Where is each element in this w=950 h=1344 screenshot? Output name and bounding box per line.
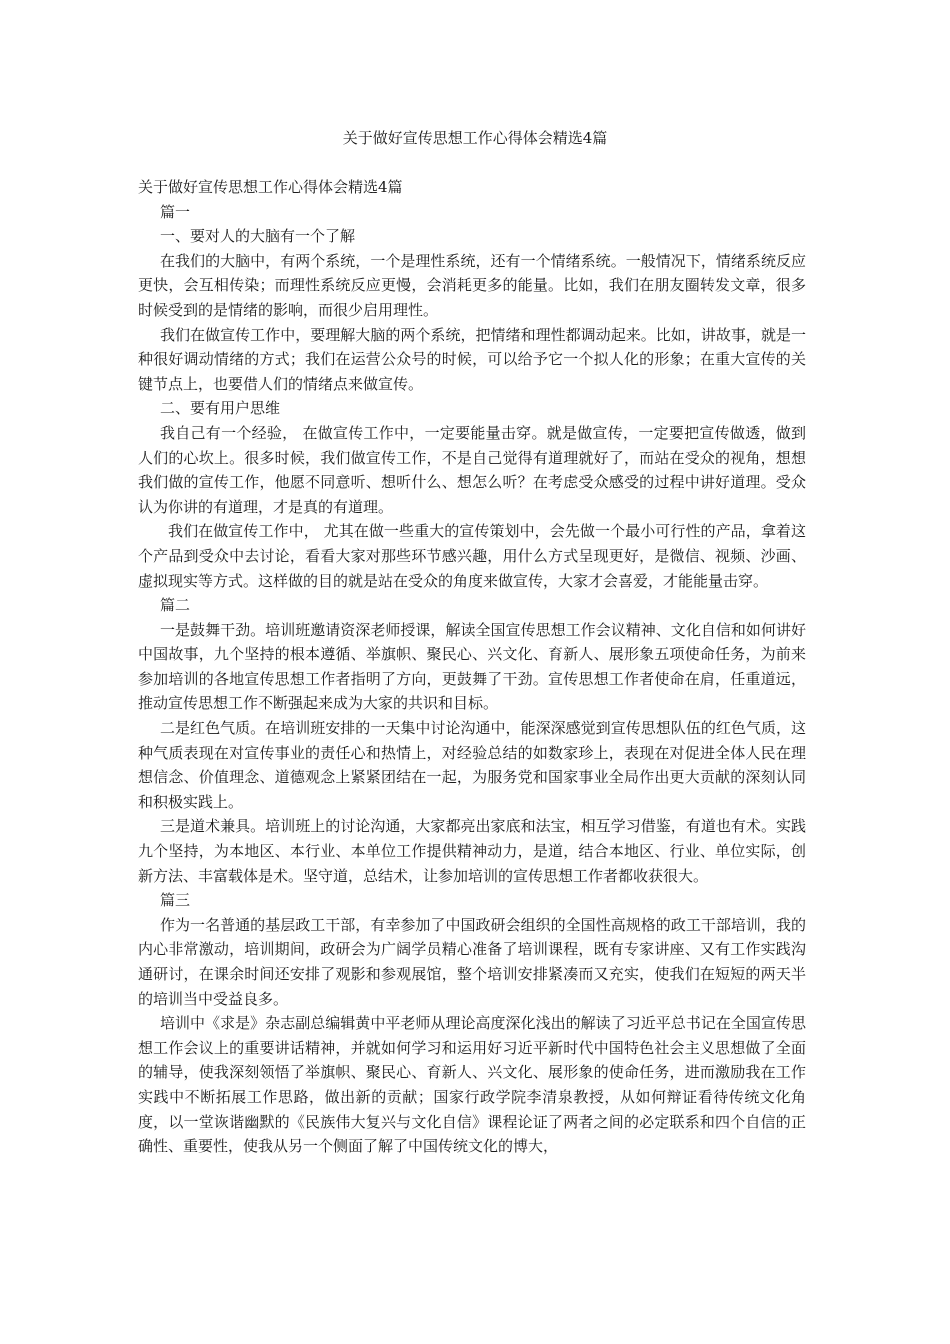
subheading: 二、要有用户思维 [160, 399, 281, 418]
paragraph: 二是红色气质。在培训班安排的一天集中讨论沟通中，能深深感觉到宣传思想队伍的红色气质，这种气质表现在对宣传事业的责任心和热情上，对经验总结的如数家珍上，表现在对促进全体人民在理想信念、价值理念、道德观念上紧紧团结在一起，为服务党和国家事业全局作出更大贡献的深刻认同和积极实践上。 [138, 719, 806, 811]
document-body [138, 175, 806, 1159]
document-heading: 关于做好宣传思想工作心得体会精选4篇 [138, 178, 403, 196]
section-label: 篇三 [160, 891, 191, 910]
paragraph: 一是鼓舞干劲。培训班邀请资深老师授课，解读全国宣传思想工作会议精神、文化自信和如何讲好中国故事，九个坚持的根本遵循、举旗帜、聚民心、兴文化、育新人、展形象五项使命任务，为前来参加培训的各地宣传思想工作者指明了方向，更鼓舞了干劲。宣传思想工作者使命在肩，任重道远， 推动宣传思想工作不断强起来成为大家的共识和目标。 [138, 620, 806, 713]
paragraph: 在我们的大脑中，有两个系统，一个是理性系统，还有一个情绪系统。一般情况下，情绪系统反应更快，会互相传染；而理性系统反应更慢，会消耗更多的能量。比如，我们在朋友圈转发文章，很多时候受到的是情绪的影响，而很少启用理性。 [138, 251, 806, 319]
section-label: 篇一 [160, 202, 191, 221]
page-title: 关于做好宣传思想工作心得体会精选4篇 [342, 129, 608, 147]
paragraph: 我们在做宣传工作中， 尤其在做一些重大的宣传策划中，会先做一个最小可行性的产品，拿着这个产品到受众中去讨论，看看大家对那些环节感兴趣，用什么方式呈现更好，是微信、视频、沙画、虚拟现实等方式。这样做的目的就是站在受众的角度来做宣传，大家才会喜爱，才能能量击穿。 [138, 522, 806, 590]
paragraph: 我们在做宣传工作中，要理解大脑的两个系统，把情绪和理性都调动起来。比如，讲故事，就是一种很好调动情绪的方式；我们在运营公众号的时候，可以给予它一个拟人化的形象；在重大宣传的关键节点上，也要借人们的情绪点来做宣传。 [138, 325, 806, 393]
paragraph: 培训中《求是》杂志副总编辑黄中平老师从理论高度深化浅出的解读了习近平总书记在全国宣传思想工作会议上的重要讲话精神，并就如何学习和运用好习近平新时代中国特色社会主义思想做了全面的辅导，使我深刻领悟了举旗帜、聚民心、育新人、兴文化、展形象的使命任务，进而激励我在工作实践中不断拓展工作思路，做出新的贡献；国家行政学院李清泉教授，从如何辩证看待传统文化角度，以一堂诙谐幽默的《民族伟大复兴与文化自信》课程论证了两者之间的必定联系和四个自信的正确性、重要性，使我从另一个侧面了解了中国传统文化的博大， [138, 1014, 806, 1156]
paragraph: 三是道术兼具。培训班上的讨论沟通，大家都亮出家底和法宝，相互学习借鉴，有道也有术。实践九个坚持，为本地区、本行业、本单位工作提供精神动力，是道，结合本地区、行业、单位实际，创新方法、丰富载体是术。坚守道，总结术，让参加培训的宣传思想工作者都收获很大。 [138, 817, 806, 885]
paragraph: 我自己有一个经验， 在做宣传工作中，一定要能量击穿。就是做宣传，一定要把宣传做透，做到人们的心坎上。很多时候，我们做宣传工作，不是自己觉得有道理就好了，而站在受众的视角，想想我们做的宣传工作，他愿不同意听、想听什么、想怎么听？在考虑受众感受的过程中讲好道理。受众认为你讲的有道理，才是真的有道理。 [138, 423, 806, 516]
paragraph: 作为一名普通的基层政工干部，有幸参加了中国政研会组织的全国性高规格的政工干部培训，我的内心非常激动，培训期间，政研会为广阔学员精心准备了培训课程，既有专家讲座、又有工作实践沟通研讨，在课余时间还安排了观影和参观展馆，整个培训安排紧凑而又充实，使我们在短短的两天半的培训当中受益良多。 [138, 915, 806, 1008]
subheading: 一、要对人的大脑有一个了解 [160, 227, 356, 246]
section-label: 篇二 [160, 596, 191, 615]
